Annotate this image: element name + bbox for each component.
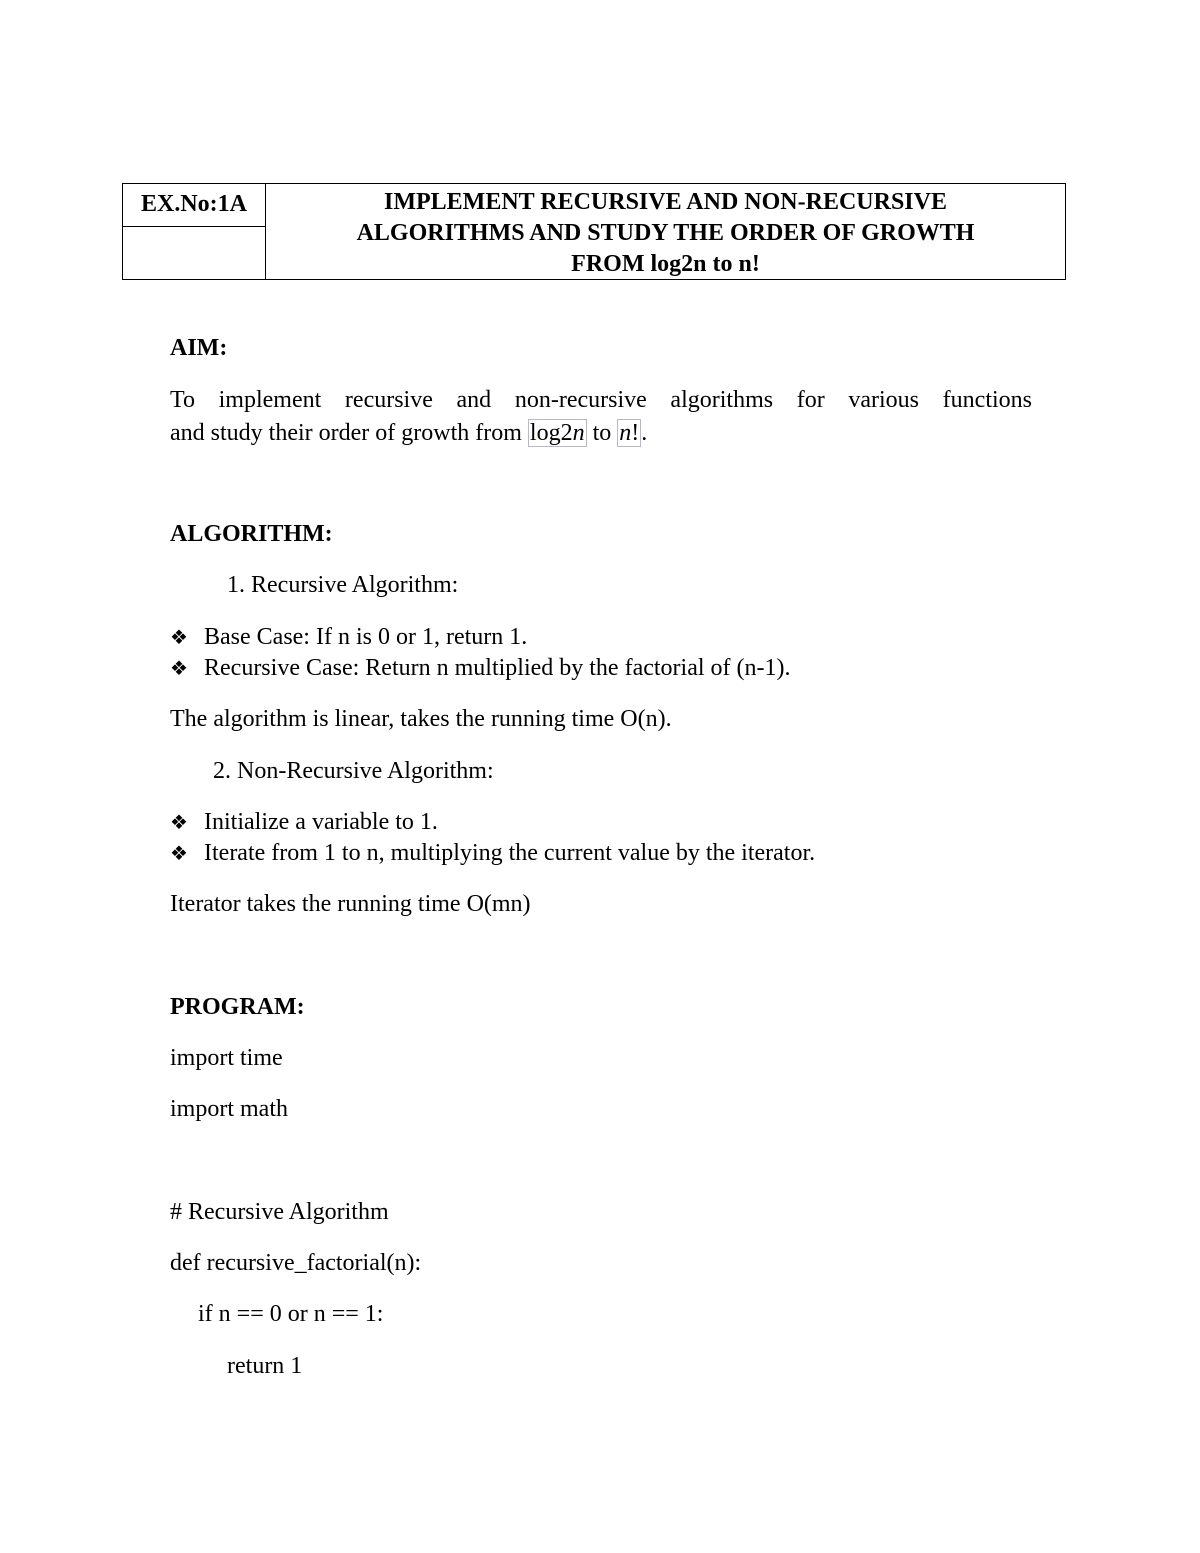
aim-line2-prefix: and study their order of growth from bbox=[170, 420, 528, 446]
math-log2n-var: n bbox=[572, 420, 585, 446]
program-heading: PROGRAM: bbox=[170, 994, 305, 1020]
title-line: FROM log2n to n! bbox=[571, 251, 760, 277]
exercise-title bbox=[266, 184, 1065, 279]
list-item bbox=[170, 654, 791, 682]
math-log2n-text: log2 bbox=[529, 420, 573, 446]
aim-line2-mid: to bbox=[586, 420, 618, 446]
code-line: import time bbox=[170, 1045, 283, 1071]
aim-line2-suffix: . bbox=[641, 420, 648, 446]
diamond-bullet-icon: ❖ bbox=[170, 841, 188, 865]
header-left-column bbox=[123, 184, 266, 279]
math-log2n bbox=[528, 419, 587, 447]
header-table bbox=[122, 183, 1066, 280]
math-nfactorial-text: ! bbox=[631, 420, 640, 446]
aim-text-line-1: To implement recursive and non-recursive algorithms for various functions bbox=[170, 387, 1032, 413]
algorithm-heading: ALGORITHM: bbox=[170, 521, 333, 547]
code-line: # Recursive Algorithm bbox=[170, 1199, 389, 1225]
code-line: import math bbox=[170, 1096, 288, 1122]
diamond-bullet-icon: ❖ bbox=[170, 625, 188, 649]
code-line: def recursive_factorial(n): bbox=[170, 1250, 422, 1276]
aim-text-line-2 bbox=[170, 419, 647, 447]
diamond-bullet-icon: ❖ bbox=[170, 810, 188, 834]
list-item-text: Base Case: If n is 0 or 1, return 1. bbox=[204, 624, 528, 650]
code-line: if n == 0 or n == 1: bbox=[198, 1301, 384, 1327]
recursive-algorithm-title: 1. Recursive Algorithm: bbox=[227, 572, 459, 598]
aim-heading: AIM: bbox=[170, 335, 228, 361]
nonrecursive-algorithm-title: 2. Non-Recursive Algorithm: bbox=[213, 758, 494, 784]
list-item-text: Recursive Case: Return n multiplied by the factorial of (n-1). bbox=[204, 655, 791, 681]
exercise-number: EX.No:1A bbox=[123, 184, 265, 227]
recursive-note: The algorithm is linear, takes the running time O(n). bbox=[170, 706, 672, 732]
title-line: ALGORITHMS AND STUDY THE ORDER OF GROWTH bbox=[356, 220, 975, 246]
list-item bbox=[170, 839, 815, 867]
diamond-bullet-icon: ❖ bbox=[170, 656, 188, 680]
nonrecursive-note: Iterator takes the running time O(mn) bbox=[170, 891, 531, 917]
math-nfactorial-var: n bbox=[619, 420, 632, 446]
list-item bbox=[170, 808, 438, 836]
list-item-text: Initialize a variable to 1. bbox=[204, 809, 438, 835]
list-item-text: Iterate from 1 to n, multiplying the current value by the iterator. bbox=[204, 840, 816, 866]
list-item bbox=[170, 623, 527, 651]
code-line: return 1 bbox=[227, 1353, 303, 1379]
title-line: IMPLEMENT RECURSIVE AND NON-RECURSIVE bbox=[384, 189, 947, 215]
math-nfactorial bbox=[617, 419, 641, 447]
